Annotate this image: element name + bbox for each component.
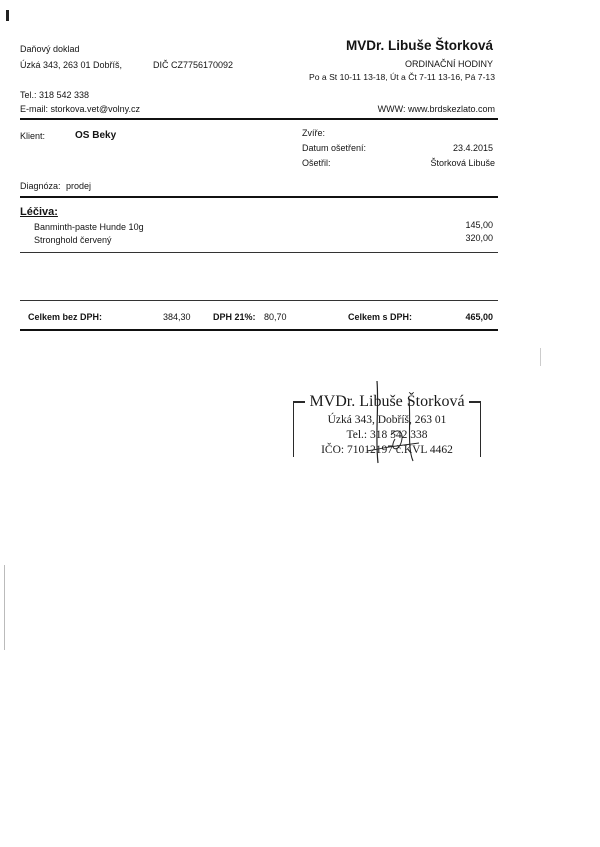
client-name: OS Beky <box>75 130 117 141</box>
clinic-dic: DIČ CZ7756170092 <box>153 60 234 70</box>
clinic-phone: Tel.: 318 542 338 <box>20 90 90 100</box>
totals-bottom-rule <box>20 329 498 331</box>
totals-top-rule <box>20 300 498 301</box>
total-with-vat-value: 465,00 <box>465 312 493 322</box>
medicines-title: Léčiva: <box>20 206 58 218</box>
diagnosis-label: Diagnóza: <box>20 181 61 191</box>
scan-edge-mark <box>4 565 5 650</box>
medicine-name: Stronghold červený <box>34 235 112 245</box>
medicine-name: Banminth-paste Hunde 10g <box>34 222 144 232</box>
stamp-ico: IČO: 71012197 č.KVL 4462 <box>321 444 453 456</box>
treated-by-value: Štorková Libuše <box>430 158 495 168</box>
vat-value: 80,70 <box>264 312 287 322</box>
client-rule <box>20 196 498 198</box>
animal-label: Zvíře: <box>302 128 326 138</box>
scan-mark <box>6 10 9 21</box>
stamp-name: MVDr. Libuše Štorková <box>305 393 469 411</box>
stamp-phone: Tel.: 318 542 338 <box>346 429 428 441</box>
hours-title: ORDINAČNÍ HODINY <box>404 59 493 69</box>
medicines-rule <box>20 252 498 253</box>
total-without-vat-value: 384,30 <box>163 312 191 322</box>
clinic-address: Úzká 343, 263 01 Dobříš, <box>20 60 123 70</box>
treated-by-label: Ošetřil: <box>302 158 331 168</box>
header-rule <box>20 118 498 120</box>
clinic-web: WWW: www.brdskezlato.com <box>377 104 495 114</box>
vat-label: DPH 21%: <box>213 312 256 322</box>
medicine-price: 145,00 <box>465 220 493 230</box>
scan-speck <box>540 348 541 366</box>
signature <box>293 377 481 473</box>
client-label: Klient: <box>20 131 46 141</box>
total-without-vat-label: Celkem bez DPH: <box>28 312 103 322</box>
office-hours: Po a St 10-11 13-18, Út a Čt 7-11 13-16, Pá 7-13 <box>309 72 495 82</box>
clinic-name: MVDr. Libuše Štorková <box>345 38 493 53</box>
medicine-price: 320,00 <box>465 233 493 243</box>
diagnosis-value: prodej <box>66 181 92 191</box>
total-with-vat-label: Celkem s DPH: <box>348 312 413 322</box>
date-label: Datum ošetření: <box>302 143 367 153</box>
doc-type: Daňový doklad <box>20 44 80 54</box>
clinic-email: E-mail: storkova.vet@volny.cz <box>20 104 141 114</box>
stamp-address: Úzká 343, Dobříš, 263 01 <box>327 414 447 426</box>
clinic-stamp <box>293 393 481 463</box>
date-value: 23.4.2015 <box>452 143 493 153</box>
